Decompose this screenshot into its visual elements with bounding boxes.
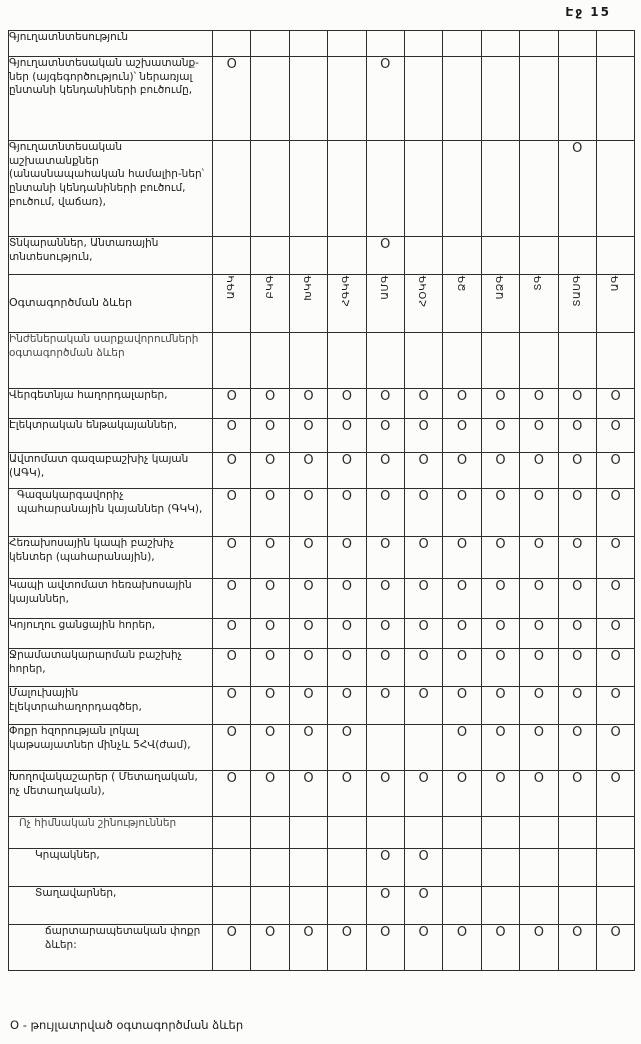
row-label: Տաղավարներ, xyxy=(9,887,213,925)
mark-cell-permitted: O xyxy=(289,419,327,453)
mark-cell-permitted: O xyxy=(558,389,596,419)
mark-cell-permitted: O xyxy=(404,687,442,725)
table-body xyxy=(9,31,635,971)
mark-cell-empty xyxy=(328,849,366,887)
mark-cell-empty xyxy=(251,849,289,887)
mark-cell-empty xyxy=(328,31,366,57)
mark-cell-permitted: O xyxy=(289,725,327,771)
mark-cell-empty xyxy=(520,141,558,237)
mark-cell-permitted: O xyxy=(251,453,289,489)
mark-cell-permitted: O xyxy=(520,619,558,649)
row-label: Կոյուղու ցանցային հորեր, xyxy=(9,619,213,649)
mark-cell-empty xyxy=(328,237,366,275)
mark-cell-empty xyxy=(596,333,634,389)
mark-cell-empty xyxy=(404,725,442,771)
mark-cell-permitted: O xyxy=(366,687,404,725)
mark-cell-permitted: O xyxy=(328,687,366,725)
row-label: Գազակարգավորիչ պահարանային կայաններ (ԳԿԿ), xyxy=(9,489,213,537)
row-label: Օգտագործման ձևեր xyxy=(9,275,213,333)
use-forms-table xyxy=(8,30,635,971)
mark-cell-permitted: O xyxy=(558,725,596,771)
mark-cell-permitted: O xyxy=(520,687,558,725)
mark-cell-permitted: O xyxy=(558,619,596,649)
mark-cell-permitted: O xyxy=(328,619,366,649)
mark-cell-empty xyxy=(289,333,327,389)
mark-cell-empty xyxy=(520,237,558,275)
mark-cell-empty xyxy=(596,31,634,57)
mark-cell-permitted: O xyxy=(520,725,558,771)
mark-cell-empty xyxy=(443,141,481,237)
mark-cell-permitted: O xyxy=(366,771,404,817)
row-label: Փոքր հզորության լոկալ կաթսայատներ մինչև 5ՀՎ(ժամ), xyxy=(9,725,213,771)
mark-cell-permitted: O xyxy=(404,579,442,619)
mark-cell-empty xyxy=(404,141,442,237)
page-number: Էջ 15 xyxy=(565,5,611,19)
mark-cell-empty xyxy=(481,57,519,141)
table-row xyxy=(9,31,635,57)
mark-cell-permitted: O xyxy=(213,687,251,725)
mark-cell-empty xyxy=(443,849,481,887)
mark-cell-empty xyxy=(520,817,558,849)
mark-cell-permitted: O xyxy=(558,687,596,725)
mark-cell-permitted: O xyxy=(328,579,366,619)
table-row xyxy=(9,333,635,389)
row-label: Մալուխային էլեկտրահաղորդագծեր, xyxy=(9,687,213,725)
table-row xyxy=(9,887,635,925)
mark-cell-permitted: O xyxy=(520,579,558,619)
mark-cell-permitted: O xyxy=(213,925,251,971)
mark-cell-permitted: O xyxy=(404,849,442,887)
mark-cell-empty xyxy=(443,31,481,57)
mark-cell-permitted: O xyxy=(251,649,289,687)
mark-cell-empty xyxy=(328,333,366,389)
mark-cell-empty xyxy=(558,57,596,141)
column-header xyxy=(213,275,251,333)
mark-cell-permitted: O xyxy=(289,925,327,971)
mark-cell-permitted: O xyxy=(328,453,366,489)
mark-cell-empty xyxy=(404,237,442,275)
mark-cell-empty xyxy=(213,817,251,849)
mark-cell-permitted: O xyxy=(366,419,404,453)
table-row xyxy=(9,537,635,579)
mark-cell-empty xyxy=(213,31,251,57)
legend: O - թույլատրված օգտագործման ձևեր xyxy=(10,1018,244,1032)
mark-cell-empty xyxy=(251,31,289,57)
mark-cell-permitted: O xyxy=(404,887,442,925)
row-label: ճարտարապետական փոքր ձևեր: xyxy=(9,925,213,971)
mark-cell-permitted: O xyxy=(251,925,289,971)
mark-cell-empty xyxy=(443,887,481,925)
column-header xyxy=(558,275,596,333)
mark-cell-empty xyxy=(213,141,251,237)
mark-cell-empty xyxy=(251,57,289,141)
mark-cell-empty xyxy=(481,31,519,57)
mark-cell-permitted: O xyxy=(366,537,404,579)
table-row xyxy=(9,389,635,419)
mark-cell-empty xyxy=(558,333,596,389)
mark-cell-empty xyxy=(520,887,558,925)
mark-cell-permitted: O xyxy=(213,579,251,619)
mark-cell-permitted: O xyxy=(213,489,251,537)
row-label: Կրպակներ, xyxy=(9,849,213,887)
mark-cell-permitted: O xyxy=(404,537,442,579)
mark-cell-permitted: O xyxy=(596,453,634,489)
mark-cell-permitted: O xyxy=(289,389,327,419)
table-row xyxy=(9,237,635,275)
mark-cell-permitted: O xyxy=(366,489,404,537)
mark-cell-empty xyxy=(328,57,366,141)
column-header-label: ԱԳԿ xyxy=(226,275,238,300)
mark-cell-permitted: O xyxy=(481,687,519,725)
mark-cell-empty xyxy=(213,237,251,275)
mark-cell-empty xyxy=(213,887,251,925)
mark-cell-permitted: O xyxy=(520,489,558,537)
mark-cell-permitted: O xyxy=(251,489,289,537)
mark-cell-empty xyxy=(443,57,481,141)
mark-cell-permitted: O xyxy=(520,649,558,687)
mark-cell-permitted: O xyxy=(366,887,404,925)
column-header xyxy=(520,275,558,333)
mark-cell-empty xyxy=(213,333,251,389)
mark-cell-permitted: O xyxy=(481,925,519,971)
table-row xyxy=(9,849,635,887)
mark-cell-permitted: O xyxy=(596,419,634,453)
column-header xyxy=(404,275,442,333)
mark-cell-permitted: O xyxy=(443,389,481,419)
table-row xyxy=(9,619,635,649)
row-label: Ոչ հիմնական շինություններ xyxy=(9,817,213,849)
row-label: Տնկարաններ, Անտառային տնտեսություն, xyxy=(9,237,213,275)
mark-cell-permitted: O xyxy=(289,537,327,579)
mark-cell-empty xyxy=(481,237,519,275)
mark-cell-permitted: O xyxy=(481,537,519,579)
mark-cell-empty xyxy=(481,887,519,925)
mark-cell-permitted: O xyxy=(596,537,634,579)
mark-cell-permitted: O xyxy=(366,389,404,419)
mark-cell-permitted: O xyxy=(481,771,519,817)
mark-cell-empty xyxy=(404,31,442,57)
mark-cell-empty xyxy=(251,237,289,275)
table-row xyxy=(9,687,635,725)
mark-cell-permitted: O xyxy=(328,537,366,579)
mark-cell-empty xyxy=(328,141,366,237)
row-label: Կապի ավտոմատ հեռախոսային կայաններ, xyxy=(9,579,213,619)
mark-cell-empty xyxy=(558,817,596,849)
mark-cell-permitted: O xyxy=(289,579,327,619)
row-label: Ավտոմատ գազաբաշխիչ կայան (ԱԳԿ), xyxy=(9,453,213,489)
column-header xyxy=(443,275,481,333)
mark-cell-empty xyxy=(443,333,481,389)
mark-cell-permitted: O xyxy=(596,771,634,817)
mark-cell-permitted: O xyxy=(251,579,289,619)
mark-cell-permitted: O xyxy=(520,389,558,419)
mark-cell-empty xyxy=(289,31,327,57)
mark-cell-permitted: O xyxy=(520,771,558,817)
mark-cell-empty xyxy=(558,237,596,275)
column-header-label: ԱՄԳ xyxy=(379,275,391,300)
mark-cell-permitted: O xyxy=(213,453,251,489)
mark-cell-permitted: O xyxy=(289,687,327,725)
mark-cell-empty xyxy=(251,141,289,237)
column-header-label: ԽԿԳ xyxy=(302,275,314,301)
column-header xyxy=(596,275,634,333)
mark-cell-empty xyxy=(404,333,442,389)
mark-cell-permitted: O xyxy=(596,389,634,419)
mark-cell-permitted: O xyxy=(404,619,442,649)
mark-cell-empty xyxy=(366,817,404,849)
mark-cell-permitted: O xyxy=(481,579,519,619)
mark-cell-permitted: O xyxy=(558,453,596,489)
table-row xyxy=(9,489,635,537)
mark-cell-permitted: O xyxy=(251,389,289,419)
mark-cell-permitted: O xyxy=(366,849,404,887)
mark-cell-empty xyxy=(289,141,327,237)
mark-cell-empty xyxy=(366,333,404,389)
table-row xyxy=(9,725,635,771)
mark-cell-empty xyxy=(289,237,327,275)
mark-cell-empty xyxy=(366,141,404,237)
mark-cell-permitted: O xyxy=(213,771,251,817)
column-header-label: ՀՕԿԳ xyxy=(418,275,430,307)
table-row xyxy=(9,925,635,971)
mark-cell-permitted: O xyxy=(558,579,596,619)
mark-cell-empty xyxy=(481,333,519,389)
table-row xyxy=(9,419,635,453)
table-row xyxy=(9,141,635,237)
column-header-label: ԱԳ xyxy=(610,275,622,292)
row-label: Հեռախոսային կապի բաշխիչ կենտեր (պահարանային), xyxy=(9,537,213,579)
mark-cell-permitted: O xyxy=(366,579,404,619)
table-row xyxy=(9,649,635,687)
mark-cell-permitted: O xyxy=(289,649,327,687)
mark-cell-permitted: O xyxy=(328,725,366,771)
mark-cell-permitted: O xyxy=(443,649,481,687)
mark-cell-empty xyxy=(366,725,404,771)
column-header-label: ՏԱՍԳ xyxy=(571,275,583,307)
mark-cell-permitted: O xyxy=(366,453,404,489)
mark-cell-permitted: O xyxy=(443,537,481,579)
column-header xyxy=(251,275,289,333)
mark-cell-empty xyxy=(520,333,558,389)
mark-cell-permitted: O xyxy=(520,453,558,489)
mark-cell-permitted: O xyxy=(443,925,481,971)
mark-cell-permitted: O xyxy=(443,419,481,453)
mark-cell-empty xyxy=(443,817,481,849)
mark-cell-permitted: O xyxy=(558,141,596,237)
mark-cell-permitted: O xyxy=(558,489,596,537)
mark-cell-permitted: O xyxy=(443,489,481,537)
mark-cell-permitted: O xyxy=(443,687,481,725)
row-label: Ջրամատակարարման բաշխիչ հորեր, xyxy=(9,649,213,687)
mark-cell-permitted: O xyxy=(366,237,404,275)
mark-cell-permitted: O xyxy=(404,419,442,453)
mark-cell-permitted: O xyxy=(558,537,596,579)
mark-cell-empty xyxy=(251,333,289,389)
mark-cell-empty xyxy=(520,849,558,887)
mark-cell-permitted: O xyxy=(251,537,289,579)
mark-cell-permitted: O xyxy=(404,649,442,687)
table-row xyxy=(9,817,635,849)
mark-cell-empty xyxy=(520,57,558,141)
mark-cell-empty xyxy=(558,849,596,887)
mark-cell-permitted: O xyxy=(366,925,404,971)
mark-cell-permitted: O xyxy=(596,489,634,537)
mark-cell-permitted: O xyxy=(328,419,366,453)
mark-cell-permitted: O xyxy=(366,619,404,649)
table-row xyxy=(9,579,635,619)
column-header xyxy=(328,275,366,333)
mark-cell-empty xyxy=(443,237,481,275)
mark-cell-permitted: O xyxy=(558,419,596,453)
row-label: Վերգետնյա հաղորդալարեր, xyxy=(9,389,213,419)
mark-cell-empty xyxy=(558,31,596,57)
mark-cell-permitted: O xyxy=(558,925,596,971)
mark-cell-permitted: O xyxy=(443,771,481,817)
mark-cell-permitted: O xyxy=(328,389,366,419)
row-label: Ինժեներական սարքավորումների օգտագործման ձևեր xyxy=(9,333,213,389)
mark-cell-empty xyxy=(596,887,634,925)
mark-cell-permitted: O xyxy=(289,453,327,489)
mark-cell-permitted: O xyxy=(520,419,558,453)
mark-cell-empty xyxy=(481,141,519,237)
mark-cell-empty xyxy=(481,817,519,849)
mark-cell-permitted: O xyxy=(404,925,442,971)
mark-cell-permitted: O xyxy=(481,489,519,537)
row-label: Էլեկտրական ենթակայաններ, xyxy=(9,419,213,453)
column-header-label: ՁԳ xyxy=(456,275,468,292)
mark-cell-empty xyxy=(289,849,327,887)
mark-cell-permitted: O xyxy=(328,489,366,537)
column-header-label: ԱՁԳ xyxy=(494,275,506,300)
mark-cell-permitted: O xyxy=(213,619,251,649)
mark-cell-permitted: O xyxy=(213,419,251,453)
column-header-label: ՏԳ xyxy=(533,275,545,291)
row-label: Գյուղատնտեսական աշխատանքներ (անասնապահական համալիր-ներ՝ ընտանի կենդանիների բուծում, բուծում, վաճառ), xyxy=(9,141,213,237)
row-label: Գյուղատնտեսություն xyxy=(9,31,213,57)
mark-cell-permitted: O xyxy=(481,419,519,453)
mark-cell-empty xyxy=(404,817,442,849)
mark-cell-empty xyxy=(596,817,634,849)
mark-cell-permitted: O xyxy=(596,579,634,619)
mark-cell-permitted: O xyxy=(596,649,634,687)
mark-cell-permitted: O xyxy=(481,649,519,687)
mark-cell-permitted: O xyxy=(443,453,481,489)
mark-cell-permitted: O xyxy=(558,771,596,817)
column-header-label: ՀԳԿԳ xyxy=(341,275,353,307)
mark-cell-permitted: O xyxy=(213,537,251,579)
mark-cell-permitted: O xyxy=(596,687,634,725)
column-header xyxy=(366,275,404,333)
mark-cell-empty xyxy=(404,57,442,141)
table-row xyxy=(9,275,635,333)
mark-cell-permitted: O xyxy=(481,453,519,489)
mark-cell-permitted: O xyxy=(520,537,558,579)
mark-cell-empty xyxy=(328,887,366,925)
mark-cell-permitted: O xyxy=(251,419,289,453)
column-header-label: ԲԿԳ xyxy=(264,275,276,299)
mark-cell-empty xyxy=(289,817,327,849)
mark-cell-permitted: O xyxy=(213,389,251,419)
mark-cell-permitted: O xyxy=(251,619,289,649)
mark-cell-permitted: O xyxy=(404,771,442,817)
mark-cell-empty xyxy=(596,57,634,141)
mark-cell-permitted: O xyxy=(404,389,442,419)
mark-cell-permitted: O xyxy=(443,619,481,649)
mark-cell-permitted: O xyxy=(251,725,289,771)
column-header xyxy=(289,275,327,333)
mark-cell-permitted: O xyxy=(443,725,481,771)
row-label: Գյուղատնտեսական աշխատանք-ներ (այգեգործություն)՝ ներառյալ ընտանի կենդանիների բուծումը, xyxy=(9,57,213,141)
mark-cell-empty xyxy=(289,887,327,925)
mark-cell-empty xyxy=(520,31,558,57)
mark-cell-permitted: O xyxy=(289,771,327,817)
mark-cell-permitted: O xyxy=(213,649,251,687)
mark-cell-permitted: O xyxy=(289,489,327,537)
mark-cell-permitted: O xyxy=(289,619,327,649)
mark-cell-empty xyxy=(251,887,289,925)
mark-cell-permitted: O xyxy=(404,453,442,489)
column-header xyxy=(481,275,519,333)
mark-cell-permitted: O xyxy=(558,649,596,687)
mark-cell-permitted: O xyxy=(366,57,404,141)
mark-cell-permitted: O xyxy=(443,579,481,619)
mark-cell-permitted: O xyxy=(328,925,366,971)
mark-cell-permitted: O xyxy=(213,725,251,771)
mark-cell-permitted: O xyxy=(596,619,634,649)
mark-cell-permitted: O xyxy=(481,389,519,419)
mark-cell-empty xyxy=(596,237,634,275)
mark-cell-empty xyxy=(251,817,289,849)
mark-cell-permitted: O xyxy=(366,649,404,687)
mark-cell-empty xyxy=(213,849,251,887)
mark-cell-empty xyxy=(328,817,366,849)
mark-cell-permitted: O xyxy=(596,925,634,971)
mark-cell-empty xyxy=(558,887,596,925)
mark-cell-permitted: O xyxy=(213,57,251,141)
mark-cell-permitted: O xyxy=(251,687,289,725)
mark-cell-empty xyxy=(289,57,327,141)
mark-cell-permitted: O xyxy=(404,489,442,537)
table-row xyxy=(9,453,635,489)
mark-cell-permitted: O xyxy=(251,771,289,817)
mark-cell-permitted: O xyxy=(481,619,519,649)
mark-cell-permitted: O xyxy=(520,925,558,971)
mark-cell-empty xyxy=(366,31,404,57)
mark-cell-permitted: O xyxy=(481,725,519,771)
table-row xyxy=(9,771,635,817)
mark-cell-empty xyxy=(481,849,519,887)
mark-cell-permitted: O xyxy=(596,725,634,771)
mark-cell-permitted: O xyxy=(328,649,366,687)
row-label: Խողովակաշարեր ( Մետաղական, ոչ մետաղական), xyxy=(9,771,213,817)
table-row xyxy=(9,57,635,141)
mark-cell-empty xyxy=(596,849,634,887)
mark-cell-empty xyxy=(596,141,634,237)
mark-cell-permitted: O xyxy=(328,771,366,817)
